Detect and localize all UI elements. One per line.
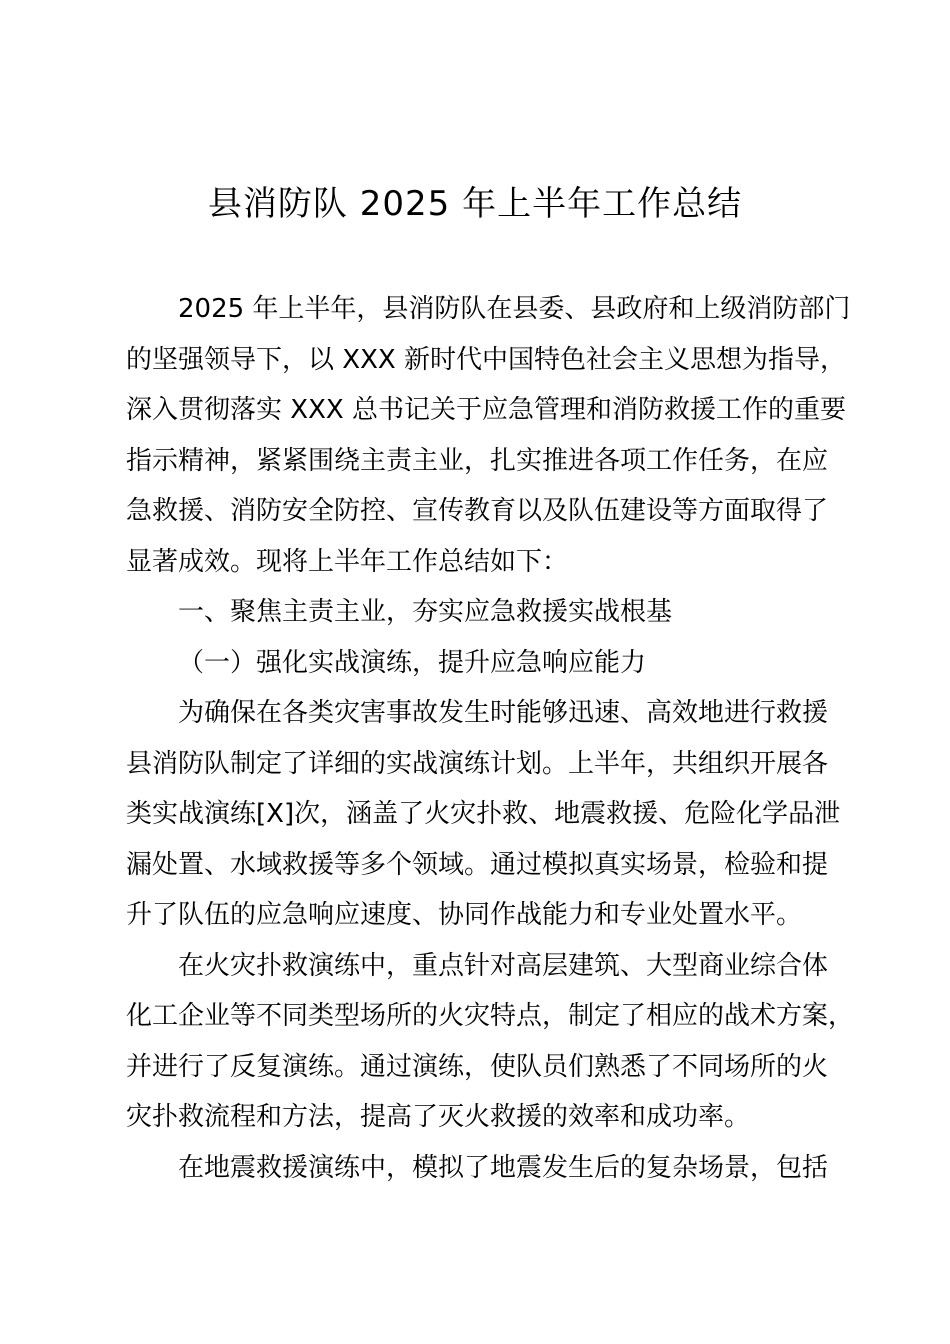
- text-line: 类实战演练[X]次，涵盖了火灾扑救、地震救援、危险化学品泄: [126, 799, 841, 829]
- text-line: 漏处置、水域救援等多个领域。通过模拟真实场景，检验和提: [126, 849, 829, 880]
- document-body: [126, 284, 855, 1193]
- text-line: 指示精神，紧紧围绕主责主业，扎实推进各项工作任务，在应: [126, 445, 829, 476]
- text-line: 在火灾扑救演练中，重点针对高层建筑、大型商业综合体: [178, 950, 829, 981]
- text-line: 深入贯彻落实 XXX 总书记关于应急管理和消防救援工作的重要: [126, 395, 846, 425]
- earthquake-drill-paragraph: [126, 1143, 838, 1194]
- text-line: 显著成效。现将上半年工作总结如下：: [126, 546, 569, 577]
- intro-paragraph: [126, 284, 851, 587]
- drill-paragraph: [126, 688, 841, 941]
- text-line: 并进行了反复演练。通过演练，使队员们熟悉了不同场所的火: [126, 1051, 829, 1082]
- section-heading: 一、聚焦主责主业，夯实应急救援实战根基: [178, 597, 673, 627]
- text-line: 的坚强领导下，以 XXX 新时代中国特色社会主义思想为指导，: [126, 344, 846, 375]
- subsection-heading: （一）强化实战演练，提升应急响应能力: [178, 647, 647, 678]
- text-line: 灾扑救流程和方法，提高了灭火救援的效率和成功率。: [126, 1102, 751, 1132]
- document-title: 县消防队 2025 年上半年工作总结: [207, 184, 743, 224]
- fire-drill-paragraph: [126, 941, 855, 1143]
- text-line: 急救援、消防安全防控、宣传教育以及队伍建设等方面取得了: [126, 496, 829, 526]
- text-line: 在地震救援演练中，模拟了地震发生后的复杂场景，包括: [178, 1152, 829, 1183]
- text-line: 为确保在各类灾害事故发生时能够迅速、高效地进行救援: [178, 698, 829, 728]
- text-line: 2025 年上半年，县消防队在县委、县政府和上级消防部门: [178, 294, 851, 324]
- text-line: 化工企业等不同类型场所的火灾特点，制定了相应的战术方案，: [126, 1001, 855, 1031]
- text-line: 升了队伍的应急响应速度、协同作战能力和专业处置水平。: [126, 900, 803, 930]
- text-line: 县消防队制定了详细的实战演练计划。上半年，共组织开展各: [126, 748, 829, 779]
